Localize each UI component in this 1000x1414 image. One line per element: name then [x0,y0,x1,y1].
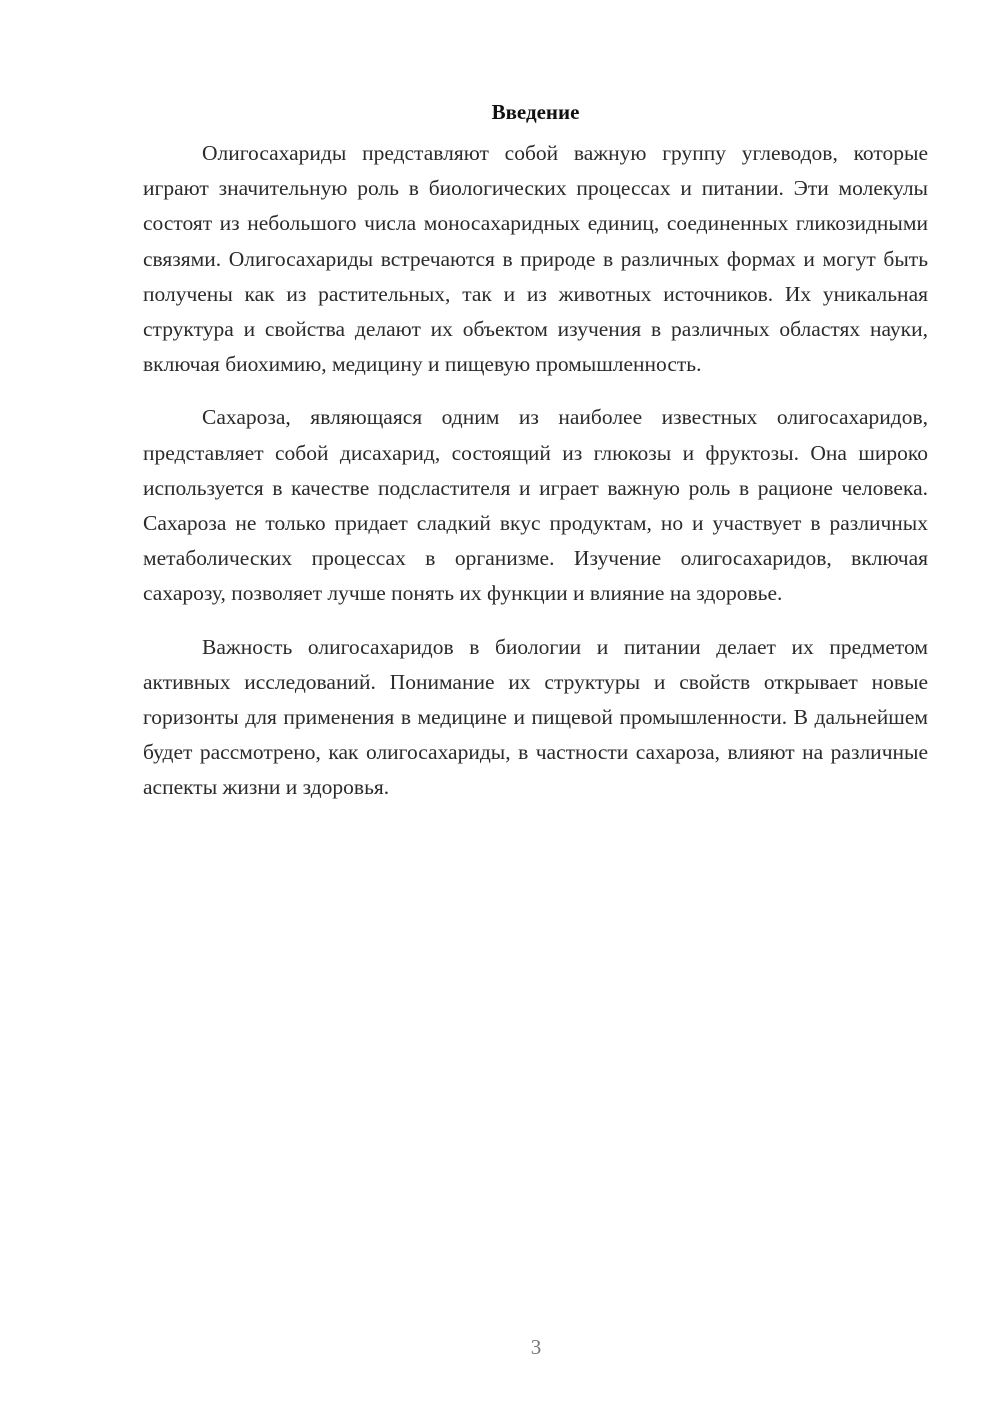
paragraph-1: Олигосахариды представляют собой важную группу углеводов, которые играют значительную роль в биологических процессах и питании. Эти молекулы состоят из небольшого числа моносахаридных единиц, соединенных гликозидными связями. Олигосахариды встречаются в природе в различных формах и могут быть получены как из растительных, так и из животных источников. Их уникальная структура и свойства делают их объектом изучения в различных областях науки, включая биохимию, медицину и пищевую промышленность. [143,141,928,377]
paragraph-3: Важность олигосахаридов в биологии и питании делает их предметом активных исследований. Понимание их структуры и свойств открывает новые горизонты для применения в медицине и пищевой промышленности. В дальнейшем будет рассмотрено, как олигосахариды, в частности сахароза, влияют на различные аспекты жизни и здоровья. [143,634,928,800]
paragraph-2: Сахароза, являющаяся одним из наиболее известных олигосахаридов, представляет собой дисахарид, состоящий из глюкозы и фруктозы. Она широко используется в качестве подсластителя и играет важную роль в рационе человека. Сахароза не только придает сладкий вкус продуктам, но и участвует в различных метаболических процессах в организме. Изучение олигосахаридов, включая сахарозу, позволяет лучше понять их функции и влияние на здоровье. [143,405,928,606]
page-number: 3 [530,1335,542,1359]
section-heading: Введение [491,100,580,124]
page-content [143,96,928,824]
